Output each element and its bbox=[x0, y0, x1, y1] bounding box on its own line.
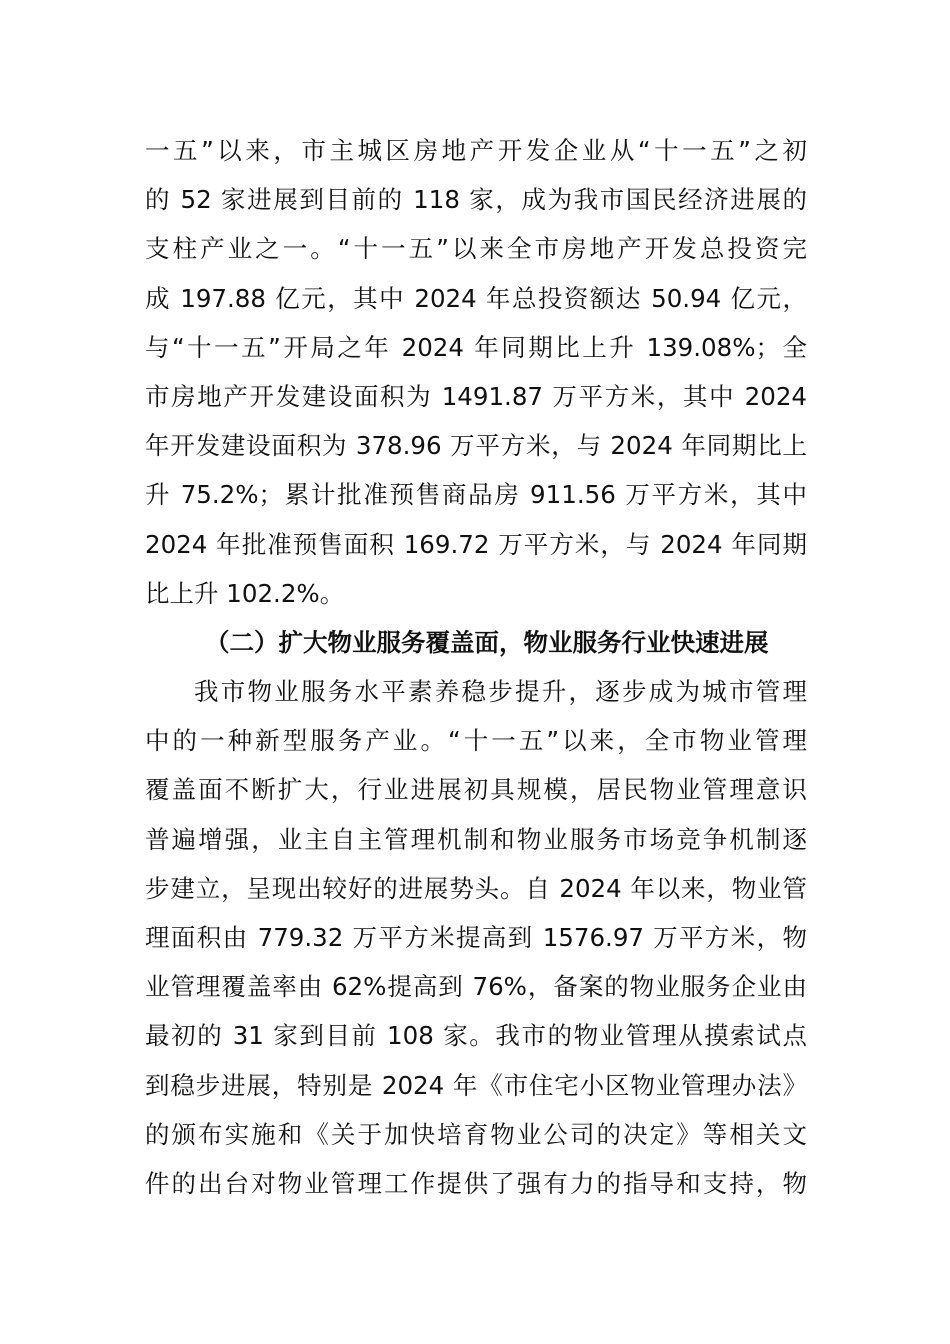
text-line: 2024 年批准预售面积 169.72 万平方米，与 2024 年同期 bbox=[145, 529, 807, 559]
text-line: 业管理覆盖率由 62%提高到 76%，备案的物业服务企业由 bbox=[145, 972, 807, 1002]
text-line: 成 197.88 亿元，其中 2024 年总投资额达 50.94 亿元， bbox=[145, 283, 807, 313]
text-line: 件的出台对物业管理工作提供了强有力的指导和支持，物 bbox=[145, 1168, 807, 1198]
text-line: 与“十一五”开局之年 2024 年同期比上升 139.08%；全 bbox=[145, 332, 807, 362]
text-line: 最初的 31 家到目前 108 家。我市的物业管理从摸索试点 bbox=[145, 1021, 807, 1051]
text-line: 步建立，呈现出较好的进展势头。自 2024 年以来，物业管 bbox=[145, 873, 807, 903]
text-line: 的颁布实施和《关于加快培育物业公司的决定》等相关文 bbox=[145, 1119, 807, 1149]
text-line: 支柱产业之一。“十一五”以来全市房地产开发总投资完 bbox=[145, 234, 807, 264]
text-line: 覆盖面不断扩大，行业进展初具规模，居民物业管理意识 bbox=[145, 775, 807, 805]
text-line: 一五”以来，市主城区房地产开发企业从“十一五”之初 bbox=[145, 136, 807, 165]
text-line: 普遍增强，业主自主管理机制和物业服务市场竞争机制逐 bbox=[145, 824, 807, 854]
text-line: 我市物业服务水平素养稳步提升，逐步成为城市管理 bbox=[194, 677, 807, 707]
text-line: 到稳步进展，特别是 2024 年《市住宅小区物业管理办法》 bbox=[145, 1070, 807, 1100]
text-line: 理面积由 779.32 万平方米提高到 1576.97 万平方米，物 bbox=[145, 923, 807, 952]
text-line: 的 52 家进展到目前的 118 家，成为我市国民经济进展的 bbox=[145, 185, 807, 215]
text-line: 比上升 102.2%。 bbox=[145, 578, 345, 608]
text-line: 年开发建设面积为 378.96 万平方米，与 2024 年同期比上 bbox=[145, 431, 807, 461]
section-heading: （二）扩大物业服务覆盖面，物业服务行业快速进展 bbox=[205, 627, 769, 657]
text-line: 市房地产开发建设面积为 1491.87 万平方米，其中 2024 bbox=[145, 381, 807, 411]
text-line: 升 75.2%；累计批准预售商品房 911.56 万平方米，其中 bbox=[145, 480, 807, 510]
text-line: 中的一种新型服务产业。“十一五”以来，全市物业管理 bbox=[145, 726, 807, 756]
body-text bbox=[145, 126, 807, 1208]
